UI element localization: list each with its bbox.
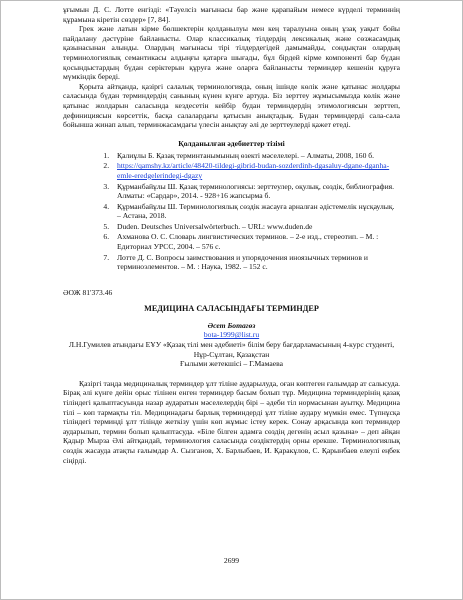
supervisor: Ғылыми жетекшісі – Г.Мамаева: [180, 359, 283, 369]
author-name: Әсет Ботагөз: [207, 320, 256, 330]
reference-item-5: 5. Duden. Deutsches Universalwörterbuch. – URL: www.duden.de: [111, 222, 400, 232]
author-email-line: [63, 330, 400, 340]
reference-item-4: 4. Құрманбайұлы Ш. Терминологиялық сөздік жасауға арналған әдістемелік нұсқаулық. – Астана, 2018.: [111, 202, 400, 221]
article-body: Қазіргі таңда медициналық терминдер ұлт тіліне аударылуда, оған көптеген ғалымдар ат салысуда. Бірақ әлі күнге дейін орыс тілінен енген терминдер басым болып тұр. Медицина терминдерінің қазақ тіліндегі қалыптасуында назар аударатын мәселелердің бірі – әдеби тіл нормасынан ауытқу. Медицина тілі – көп тармақты тіл. Медицинадағы барлық терминдерді ұлт тіліне аудару мүмкін емес. Түпнұсқа тіліндегі терминді ұлт тілінде жеткізу үшін көп жұмыс істеу керек. Сонау арқасында көп терминдер аударылып, термин болып қалыптасуда. «Біле білген адамға сөздің дегенің асыл қазына» – деп айқан Қадыр Мырза Әлі айтқандай, терминология саласында сөздіктердің орны ерекше. Терминологиялық сөздік жасауда атақты ғалымдар А. Сызганов, Х. Барлыбаев, И. Қаракұлов, С. Қарынбаев елеулі еңбек сіңірді.: [63, 378, 400, 465]
reference-item-6: 6. Ахманова О. С. Словарь лингвистических терминов. – 2-е изд., стереотип. – М. : Едиториал УРСС, 2004. – 576 с.: [111, 232, 400, 251]
article-title: МЕДИЦИНА САЛАСЫНДАҒЫ ТЕРМИНДЕР: [144, 303, 319, 313]
references-list: [63, 151, 400, 272]
udc-code: ӘОЖ 81'373.46: [63, 287, 113, 297]
reference-item-1: 1. Қалиұлы Б. Қазақ терминтанымының өзекті мәселелері. – Алматы, 2008, 160 б.: [111, 151, 400, 161]
reference-link[interactable]: https://qamshy.kz/article/48420-tildegi-gibrid-budan-sozderdinh-dgasaluy-dgane-dganha-emle-eredgelerindegi-dgazy: [117, 161, 390, 180]
author-email[interactable]: bota-1999@list.ru: [203, 330, 260, 340]
page-number: 2699: [223, 556, 240, 565]
page-content: [63, 5, 400, 465]
intro-paragraph-2: Грек және латын кірме бөлшектерін қолданылуы мен кең таралуына оның ұзақ уақыт бойы пайдалану дәстүріне байланысты. Олар классикалық тілдердің лексикалық және сөзжасамдық қазынасынан алынды. Олардың мағынасы тірі тілдердегідей дамымайды, сондықтан олардың терминологиялық семантикасы алдыңғы қатарға шығады, бұл бірдей кірме компоненті бар бүдан қосындыстардың бүдан серіктерын құруға және оларға байланысты терминдер кешенін құруға мүмкіндік береді.: [63, 24, 400, 82]
references-title: Қолданылған әдебиеттер тізімі: [178, 138, 285, 148]
intro-paragraph-1: ұғымын Д. С. Лотте енгізді: «Тәуелсіз мағынасы бар және қарапайым немесе күрделі терминнің құрамына кіретін сөздер» [7, 84].: [63, 5, 400, 24]
reference-item-2: [111, 161, 400, 180]
author-affiliation: Л.Н.Гумилев атындағы ЕҰУ «Қазақ тілі мен әдебиеті» білім беру бағдарламасының 4-курс студенті, Нұр-Сұлтан, Қазақстан: [68, 340, 395, 359]
reference-item-7: 7. Лотте Д. С. Вопросы заимствования и упорядочения иноязычных терминов и терминоэлементов. – М. : Наука, 1982. – 152 с.: [111, 253, 400, 272]
reference-item-3: 3. Құрманбайұлы Ш. Қазақ терминологиясы: зерттеулер, оқулық, сөздік, библиография. Алматы: «Сардар», 2014. - 928+16 жапсырма б.: [111, 182, 400, 201]
intro-paragraph-3: Қорыта айтқанда, қазіргі салалық терминологияда, оның ішінде көлік және қатынас жолдары саласында бүдан терминдердің санының күнен күнге артуда. Біз зерттеу жұмысымызда көлік және қатынас жолдарын саласында кездесетін кейбір будан терминдердің этимологиясын зерттеп, дефинициясын көрсеттік, басқа салалардағы қатысын анықтадық. Бүдан терминдерді сала-сала бойынша жинап алып, терминжасамдағы үлесін анықтау әлі де зерттеулерді қажет етеді.: [63, 81, 400, 130]
